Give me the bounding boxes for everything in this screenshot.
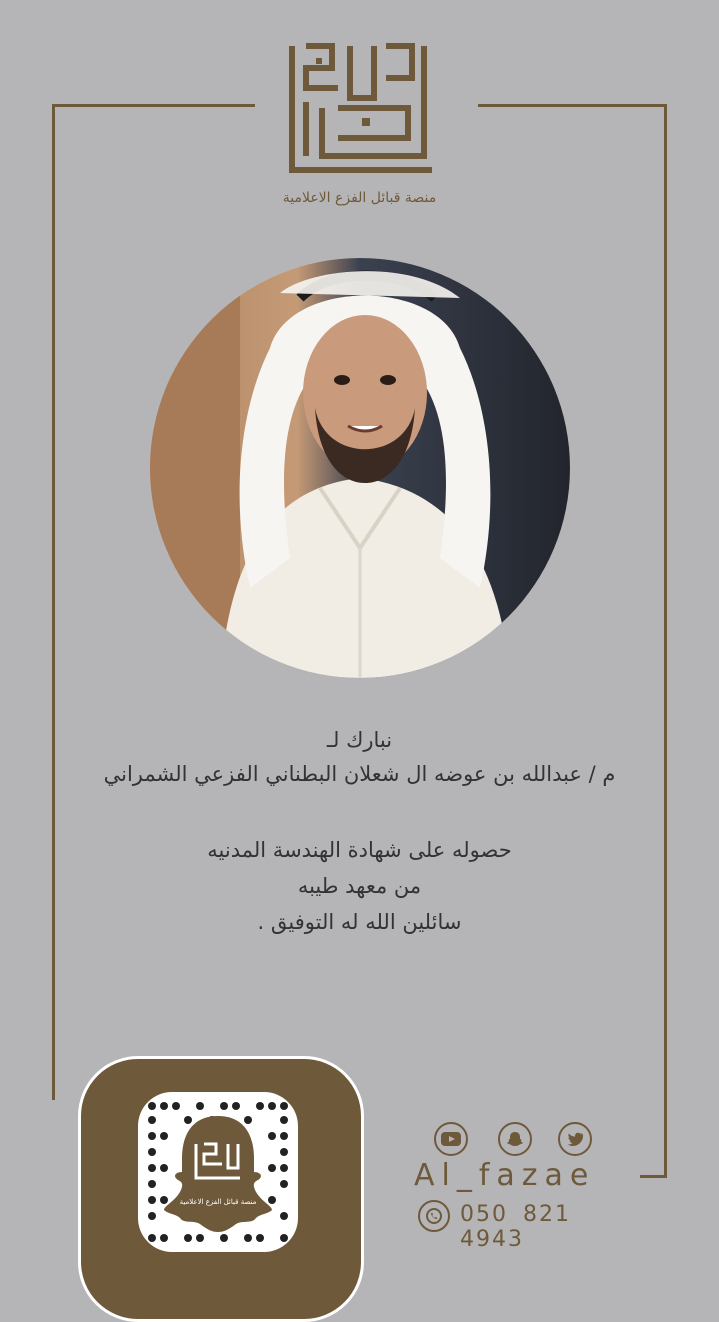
brand-logo [282, 38, 442, 178]
twitter-icon[interactable] [558, 1122, 592, 1156]
wishes-line: سائلين الله له التوفيق . [257, 910, 462, 934]
frame-right [664, 104, 667, 1178]
snapcode-caption: منصة قبائل الفزع الاعلامية [179, 1198, 257, 1206]
youtube-icon[interactable] [434, 1122, 468, 1156]
social-handle: Al_fazae [414, 1158, 596, 1193]
frame-left [52, 104, 55, 1100]
snapchat-icon[interactable] [498, 1122, 532, 1156]
frame-bottom-right [640, 1175, 667, 1178]
snapcode[interactable] [138, 1092, 298, 1252]
frame-top-left [52, 104, 255, 107]
brand-caption: منصة قبائل الفزع الاعلامية [282, 190, 437, 206]
frame-top-right [478, 104, 664, 107]
profile-photo [150, 258, 570, 678]
institution-line: من معهد طيبه [297, 874, 422, 898]
achievement-line: حصوله على شهادة الهندسة المدنيه [207, 838, 512, 862]
phone-number[interactable]: 050 821 4943 [460, 1202, 571, 1252]
recipient-name: م / عبدالله بن عوضه ال شعلان البطناني الفزعي الشمراني [103, 762, 616, 786]
congrats-line: نبارك لـ [326, 728, 393, 752]
whatsapp-icon[interactable] [418, 1200, 450, 1232]
